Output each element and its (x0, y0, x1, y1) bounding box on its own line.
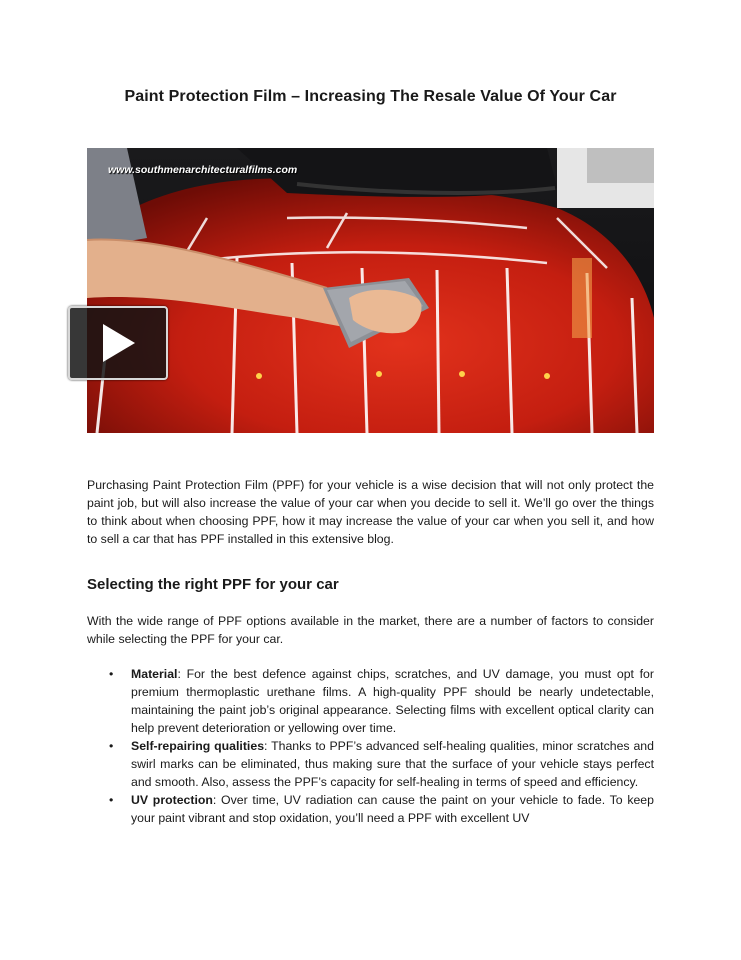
list-item (87, 665, 654, 737)
play-button[interactable] (68, 306, 168, 380)
bullet-icon: • (109, 793, 114, 807)
list-item-text: : For the best defence against chips, scratches, and UV damage, you must opt for premium thermoplastic urethane films. A high-quality PPF should be nearly undetectable, maintaining the paint job’s original appearance. Selecting films with excellent optical clarity can help prevent deterioration or yellowing over time. (131, 667, 654, 735)
bullet-icon: • (109, 739, 114, 753)
list-item-text: : Over time, UV radiation can cause the paint on your vehicle to fade. To keep your paint vibrant and stop oxidation, you’ll need a PPF with excellent UV (131, 793, 654, 825)
list-item-label: Material (131, 667, 178, 681)
section-heading: Selecting the right PPF for your car (87, 576, 339, 593)
page-title: Paint Protection Film – Increasing The Resale Value Of Your Car (124, 88, 617, 105)
factor-list (87, 665, 654, 827)
watermark-text: www.southmenarchitecturalfilms.com (108, 164, 298, 176)
car-hood-illustration (87, 148, 654, 433)
list-item (87, 737, 654, 791)
list-item-label: UV protection (131, 793, 213, 807)
intro-paragraph: Purchasing Paint Protection Film (PPF) for your vehicle is a wise decision that will not only protect the paint job, but will also increase the value of your car when you decide to sell it. We’ll go over the things to think about when choosing PPF, how it may increase the value of your car when you sell it, and how to sell a car that has PPF installed in this extensive blog. (87, 478, 654, 546)
hero-image (87, 148, 654, 433)
list-item (87, 791, 654, 827)
bullet-icon: • (109, 667, 114, 681)
section-paragraph: With the wide range of PPF options available in the market, there are a number of factors to consider while selecting the PPF for your car. (87, 614, 654, 646)
play-icon (101, 323, 137, 363)
list-item-text: : Thanks to PPF’s advanced self-healing qualities, minor scratches and swirl marks can be eliminated, thus making sure that the surface of your vehicle stays perfect and smooth. Also, assess the PPF’s capacity for self-healing in terms of speed and efficiency. (131, 739, 654, 789)
list-item-label: Self-repairing qualities (131, 739, 265, 753)
